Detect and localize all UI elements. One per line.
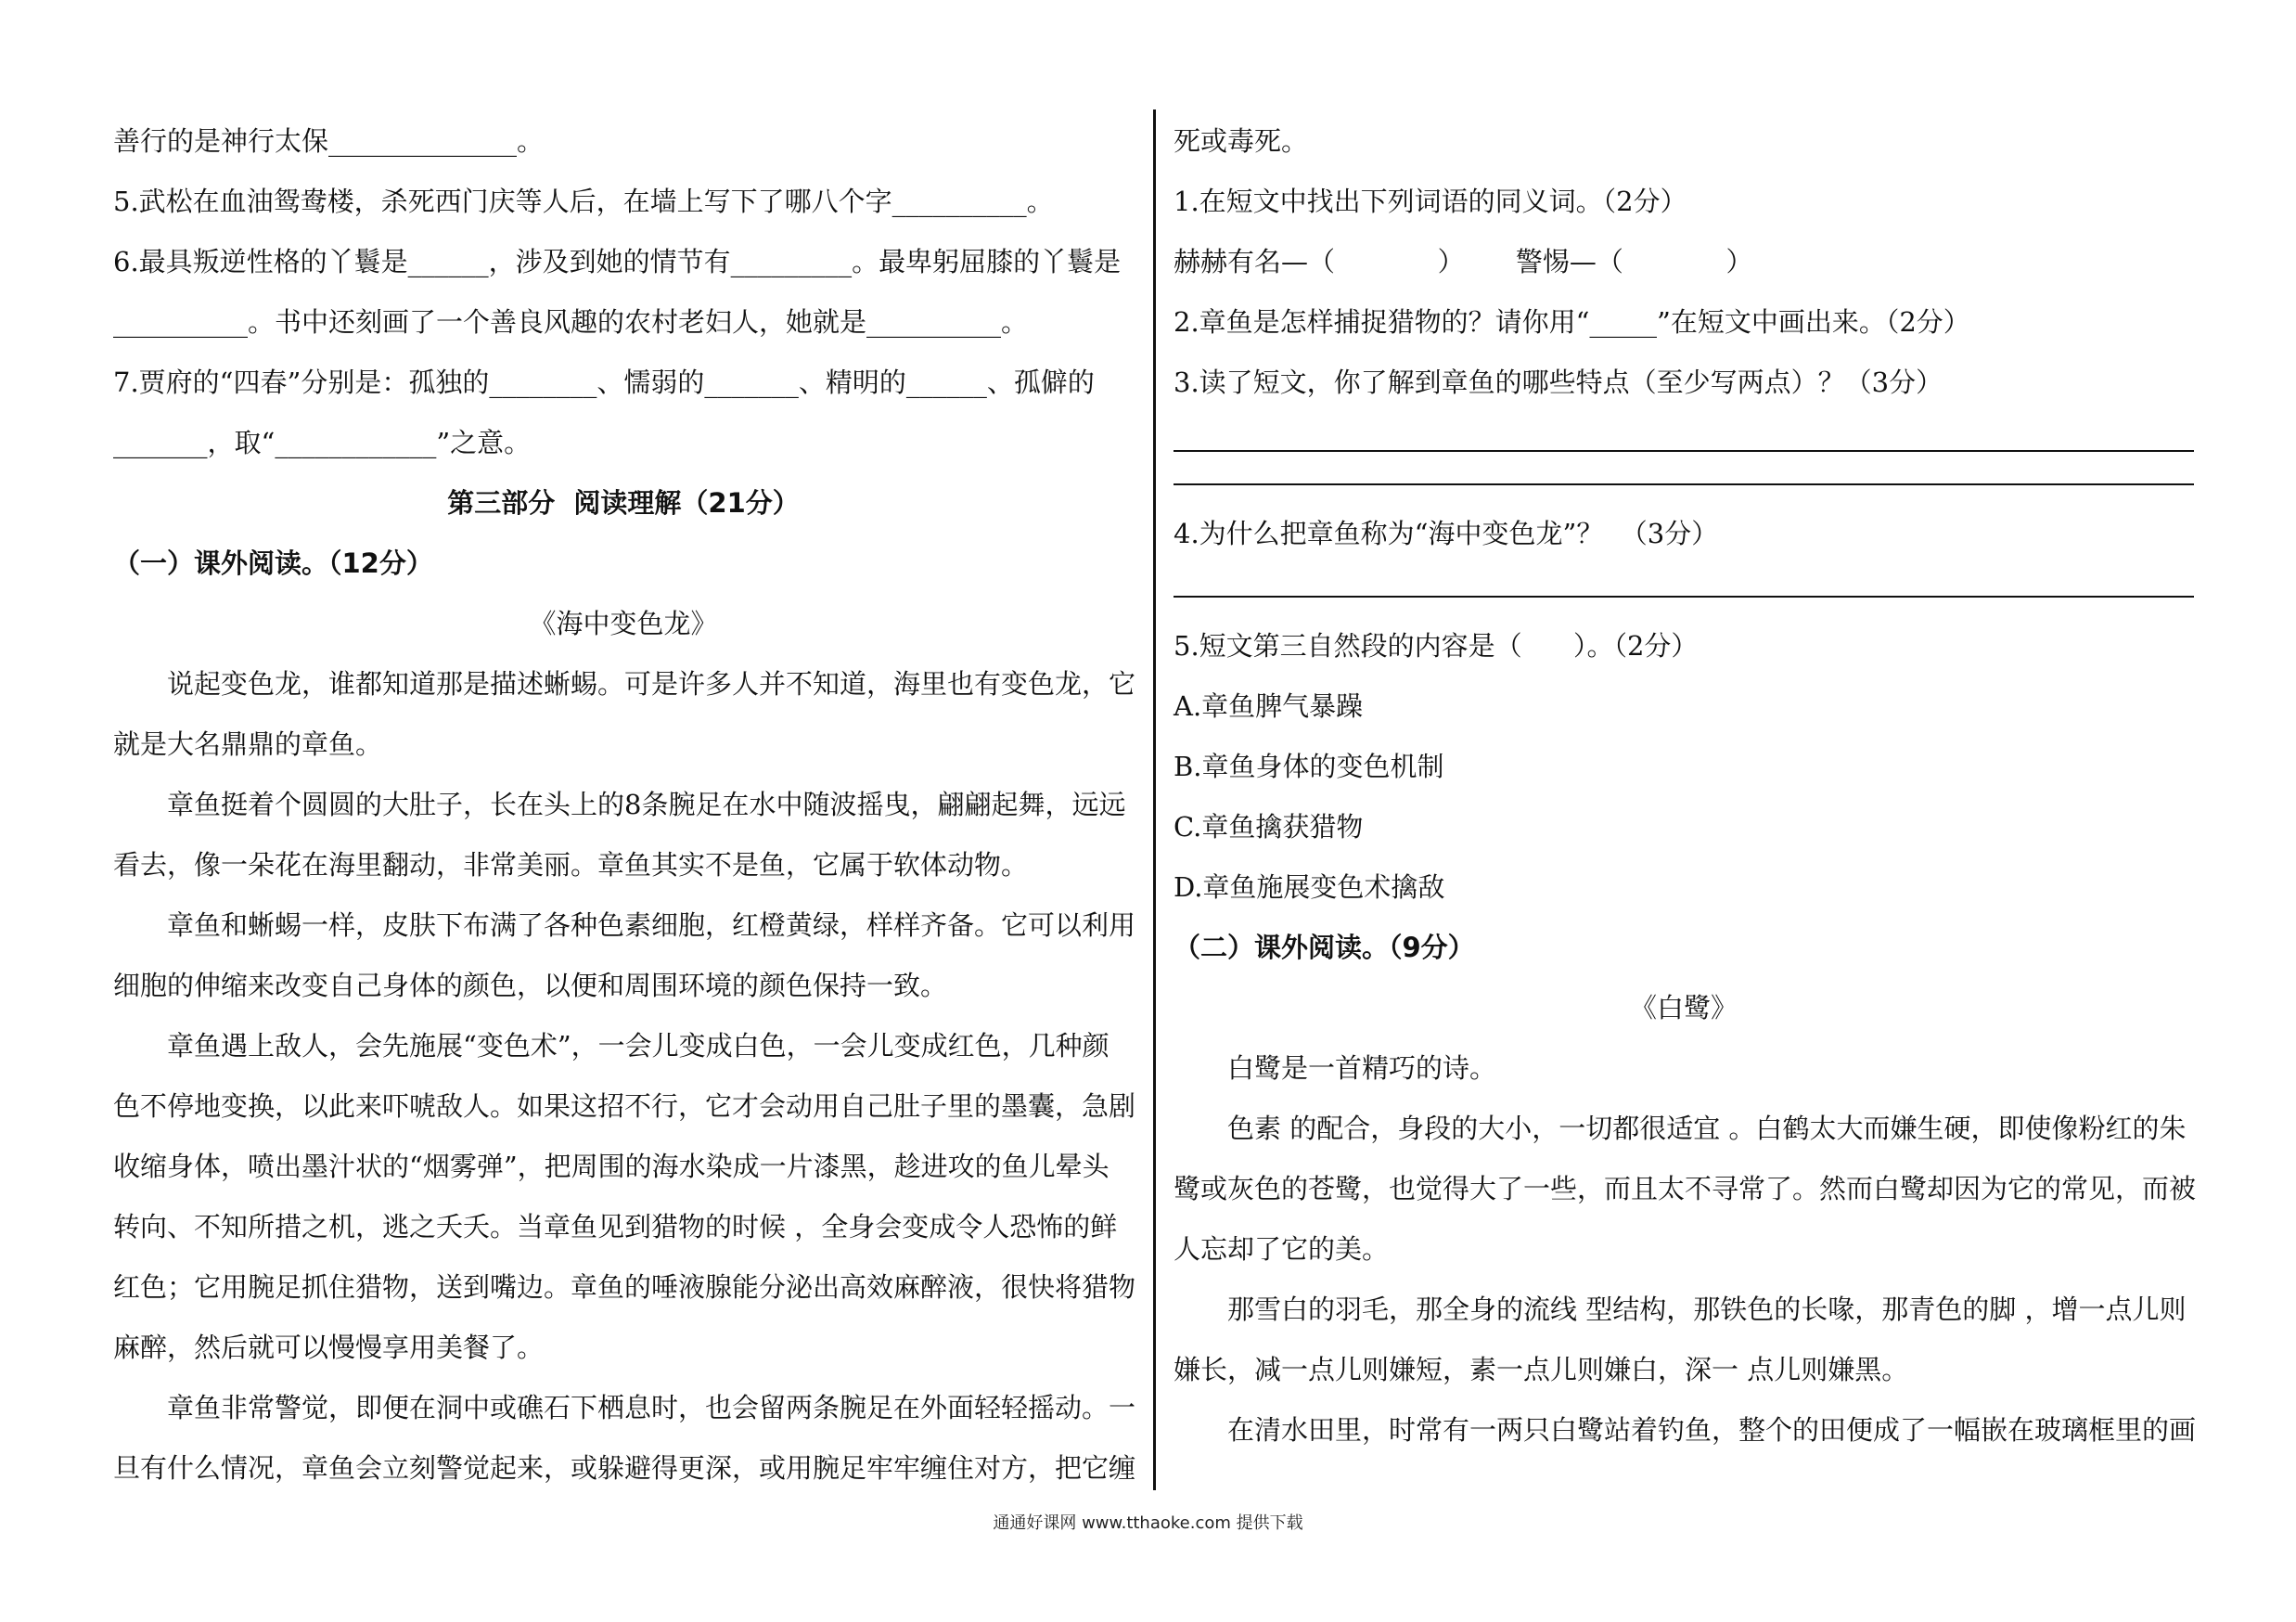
question-line: 善行的是神行太保______________。: [113, 125, 545, 157]
article-line: 章鱼非常警觉，即便在洞中或礁石下栖息时，也会留两条腕足在外面轻轻摇动。一: [167, 1392, 1136, 1423]
article-line: 嫌长，减一点儿则嫌短，素一点儿则嫌白，深一 点儿则嫌黑。: [1174, 1354, 1909, 1385]
article-line: 说起变色龙，谁都知道那是描述蜥蜴。可是许多人并不知道，海里也有变色龙，它: [167, 668, 1136, 700]
question-line: 5.武松在血油鸳鸯楼，杀死西门庆等人后，在墙上写下了哪八个字__________。: [113, 186, 1054, 217]
left-column: [113, 111, 1134, 1499]
article-line: 旦有什么情况，章鱼会立刻警觉起来，或躲避得更深，或用腕足牢牢缠住对方，把它缠: [113, 1452, 1136, 1484]
option-d: D.章鱼施展变色术擒敌: [1174, 871, 1445, 903]
article-line: 色素 的配合，身段的大小，一切都很适宜 。白鹤太大而嫌生硬，即使像粉红的朱: [1227, 1113, 2187, 1144]
footer: 通通好课网 www.tthaoke.com 提供下载: [993, 1513, 1303, 1533]
question-2: 2.章鱼是怎样捕捉猎物的？请你用“_____”在短文中画出来。（2分）: [1174, 306, 1970, 338]
article-line: 就是大名鼎鼎的章鱼。: [113, 728, 383, 760]
subsection-heading: （一）课外阅读。（12分）: [113, 547, 433, 579]
question-line: _______，取“____________”之意。: [113, 427, 532, 458]
article-line: 红色；它用腕足抓住猎物，送到嘴边。章鱼的唾液腺能分泌出高效麻醉液，很快将猎物: [113, 1271, 1136, 1303]
article-line: 白鹭是一首精巧的诗。: [1227, 1052, 1497, 1084]
question-3: 3.读了短文，你了解到章鱼的哪些特点（至少写两点）？（3分）: [1174, 367, 1943, 398]
article-line: 麻醉，然后就可以慢慢享用美餐了。: [113, 1332, 545, 1363]
question-line: 6.最具叛逆性格的丫鬟是______，涉及到她的情节有_________。最卑躬屈膝的丫鬟是: [113, 246, 1122, 277]
article-line: 鹭或灰色的苍鹭，也觉得大了一些，而且太不寻常了。然而白鹭却因为它的常见，而被: [1174, 1173, 2197, 1204]
article-line: 在清水田里，时常有一两只白鹭站着钓鱼，整个的田便成了一幅嵌在玻璃框里的画: [1227, 1414, 2197, 1446]
article-line: 那雪白的羽毛，那全身的流线 型结构，那铁色的长喙，那青色的脚 ，增一点儿则: [1227, 1294, 2187, 1325]
section-title: 第三部分 阅读理解（21分）: [447, 487, 800, 519]
article-line: 人忘却了它的美。: [1174, 1233, 1390, 1265]
article-title: 《海中变色龙》: [529, 608, 718, 639]
article-line: 章鱼和蜥蜴一样，皮肤下布满了各种色素细胞，红橙黄绿，样样齐备。它可以利用: [167, 909, 1136, 941]
option-a: A.章鱼脾气暴躁: [1174, 690, 1364, 722]
question-1: 1.在短文中找出下列词语的同义词。（2分）: [1174, 186, 1687, 217]
article-line: 收缩身体，喷出墨汁状的“烟雾弹”，把周围的海水染成一片漆黑，趁进攻的鱼儿晕头: [113, 1151, 1110, 1182]
article-line: 转向、不知所措之机，逃之夭夭。当章鱼见到猎物的时候 ，全身会变成令人恐怖的鲜: [113, 1211, 1118, 1242]
article-line: 看去，像一朵花在海里翻动，非常美丽。章鱼其实不是鱼，它属于软体动物。: [113, 849, 1029, 881]
continuation-line: 死或毒死。: [1174, 125, 1309, 157]
option-c: C.章鱼擒获猎物: [1174, 811, 1364, 843]
subsection-heading: （二）课外阅读。（9分）: [1174, 932, 1475, 963]
question-1-blanks: 赫赫有名—（ ） 警惕—（ ）: [1174, 246, 1753, 277]
article-title: 《白鹭》: [1629, 992, 1738, 1023]
article-line: 色不停地变换，以此来吓唬敌人。如果这招不行，它才会动用自己肚子里的墨囊，急剧: [113, 1090, 1136, 1122]
question-line: 7.贾府的“四春”分别是：孤独的________、懦弱的_______、精明的______、孤僻的: [113, 367, 1095, 398]
question-4: 4.为什么把章鱼称为“海中变色龙”？ （3分）: [1174, 518, 1719, 549]
answer-rule: [1174, 450, 2194, 452]
right-column: [1174, 111, 2197, 1461]
column-divider: [1153, 109, 1156, 1490]
question-line: __________。书中还刻画了一个善良风趣的农村老妇人，她就是__________。: [113, 306, 1029, 338]
article-line: 细胞的伸缩来改变自己身体的颜色，以便和周围环境的颜色保持一致。: [113, 970, 948, 1001]
option-b: B.章鱼身体的变色机制: [1174, 751, 1444, 782]
article-line: 章鱼遇上敌人，会先施展“变色术”，一会儿变成白色，一会儿变成红色，几种颜: [167, 1030, 1110, 1062]
question-5: 5.短文第三自然段的内容是（ ）。（2分）: [1174, 630, 1699, 662]
article-line: 章鱼挺着个圆圆的大肚子，长在头上的8条腕足在水中随波摇曳，翩翩起舞，远远: [167, 789, 1126, 820]
